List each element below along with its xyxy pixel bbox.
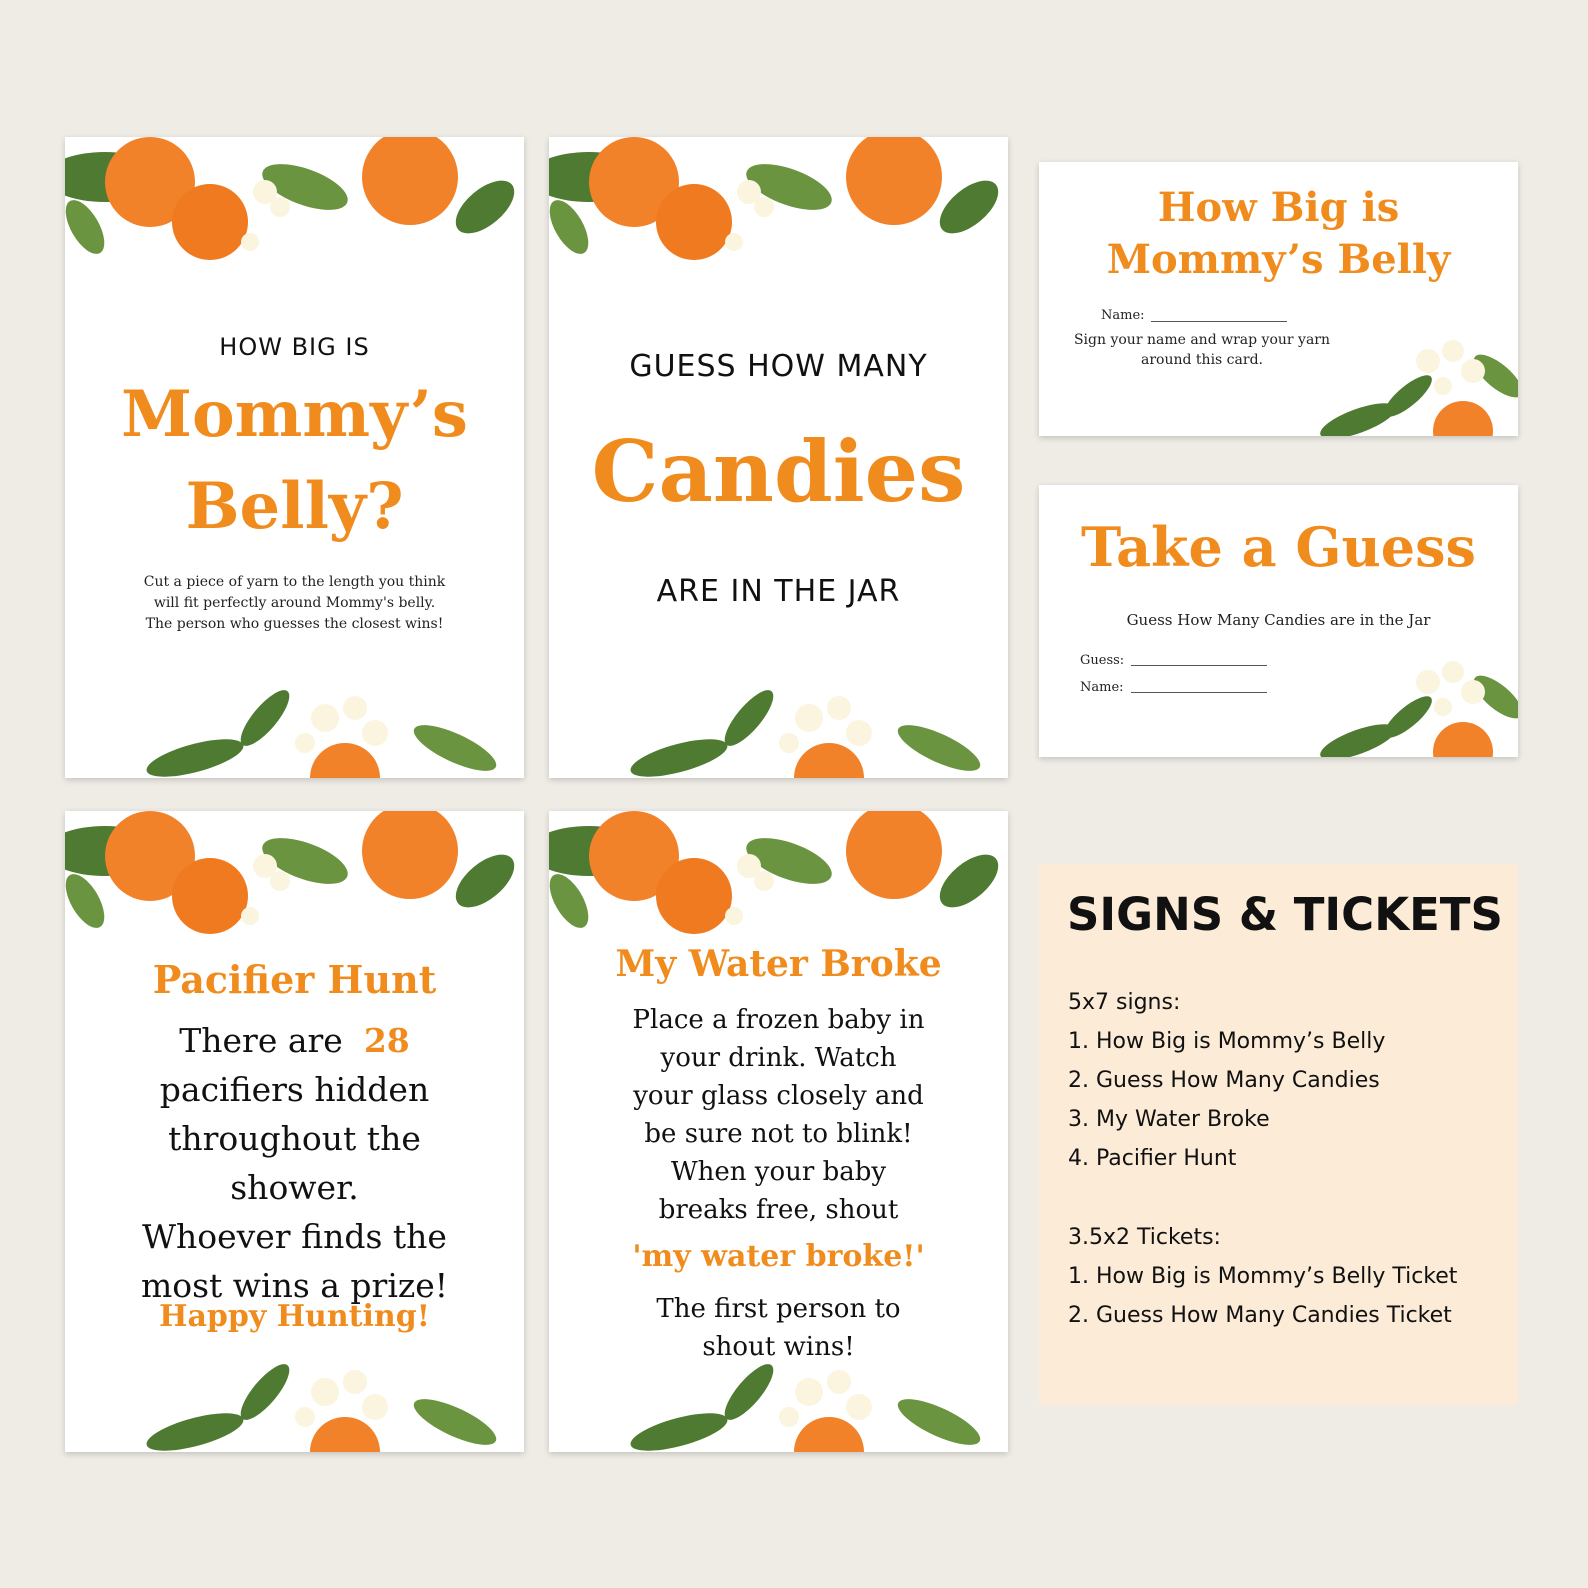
ticket-title-line: How Big is	[1157, 184, 1400, 231]
body-line: shower.	[230, 1168, 359, 1207]
body-line	[65, 1016, 524, 1065]
body-line: your drink. Watch	[660, 1043, 897, 1073]
sign-quote: 'my water broke!'	[632, 1239, 925, 1274]
sign-title: Pacifier Hunt	[152, 957, 437, 1002]
ticket-subtitle: Guess How Many Candies are in the Jar	[1126, 611, 1431, 629]
body-line: breaks free, shout	[658, 1195, 899, 1225]
sign-footer: Happy Hunting!	[159, 1299, 430, 1334]
instruction-line: The person who guesses the closest wins!	[145, 616, 444, 632]
sign-list-item: 2. Guess How Many Candies	[1068, 1068, 1380, 1093]
body-line: shout wins!	[702, 1332, 855, 1362]
sign-list-item: 3. My Water Broke	[1068, 1107, 1270, 1132]
sign-title-line: Mommy’s	[121, 377, 468, 452]
sign-water-broke	[549, 811, 1008, 1452]
ticket-list-item: 1. How Big is Mommy’s Belly Ticket	[1068, 1264, 1458, 1289]
body-line: The first person to	[656, 1294, 901, 1324]
info-heading: SIGNS & TICKETS	[1067, 888, 1503, 941]
sign-title: My Water Broke	[615, 943, 942, 985]
sign-mommys-belly	[65, 137, 524, 778]
body-line: Whoever finds the	[142, 1217, 447, 1256]
body-line: your glass closely and	[633, 1081, 924, 1111]
sign-title	[65, 369, 524, 553]
body-text: There are	[179, 1021, 343, 1060]
signs-tickets-info-panel	[1039, 864, 1518, 1405]
guess-field-line[interactable]	[1131, 665, 1267, 666]
body-line: pacifiers hidden	[159, 1070, 430, 1109]
body-line: When your baby	[670, 1157, 887, 1187]
name-label: Name:	[1080, 680, 1124, 695]
instruction-line: Cut a piece of yarn to the length you think	[143, 574, 446, 590]
instruction-line: will fit perfectly around Mommy's belly.	[153, 595, 436, 611]
name-field-line[interactable]	[1131, 692, 1267, 693]
ticket-note	[1057, 330, 1347, 370]
body-line: most wins a prize!	[140, 1266, 449, 1305]
name-field-line[interactable]	[1151, 321, 1287, 322]
sign-kicker: GUESS HOW MANY	[629, 349, 928, 384]
sign-kicker: HOW BIG IS	[219, 333, 370, 361]
ticket-mommys-belly	[1039, 162, 1518, 436]
orange-blossom-bottom-illustration	[549, 678, 1008, 778]
body-line: throughout the	[168, 1119, 421, 1158]
note-line: around this card.	[1141, 352, 1263, 368]
ticket-title: Take a Guess	[1081, 515, 1476, 579]
sign-title-line: Belly?	[185, 469, 404, 544]
body-line: Place a frozen baby in	[632, 1005, 925, 1035]
orange-branch-top-illustration	[549, 137, 1008, 287]
sign-list-item: 4. Pacifier Hunt	[1068, 1146, 1237, 1171]
body-line: be sure not to blink!	[644, 1119, 913, 1149]
sign-guess-candies	[549, 137, 1008, 778]
signs-header: 5x7 signs:	[1068, 990, 1181, 1015]
note-line: Sign your name and wrap your yarn	[1073, 332, 1331, 348]
ticket-take-a-guess	[1039, 485, 1518, 757]
ticket-title	[1039, 182, 1518, 286]
tickets-header: 3.5x2 Tickets:	[1068, 1225, 1221, 1250]
sign-list-item: 1. How Big is Mommy’s Belly	[1068, 1029, 1386, 1054]
orange-branch-top-illustration	[65, 811, 524, 961]
orange-branch-top-illustration	[65, 137, 524, 287]
name-label: Name:	[1101, 308, 1145, 323]
sign-pacifier-hunt	[65, 811, 524, 1452]
sign-title: Candies	[591, 422, 966, 521]
sign-instructions	[65, 572, 524, 635]
sign-kicker-bottom: ARE IN THE JAR	[656, 574, 901, 609]
orange-blossom-bottom-illustration	[65, 678, 524, 778]
orange-blossom-bottom-illustration	[549, 1352, 1008, 1452]
ticket-list-item: 2. Guess How Many Candies Ticket	[1068, 1303, 1452, 1328]
pacifier-count: 28	[363, 1021, 410, 1060]
ticket-title-line: Mommy’s Belly	[1106, 236, 1451, 283]
sign-body-end	[549, 1290, 1008, 1366]
orange-branch-top-illustration	[549, 811, 1008, 961]
sign-body	[549, 1001, 1008, 1229]
orange-blossom-bottom-illustration	[65, 1352, 524, 1452]
guess-label: Guess:	[1080, 653, 1125, 668]
orange-blossom-illustration	[1298, 647, 1518, 757]
sign-body	[65, 1016, 524, 1310]
